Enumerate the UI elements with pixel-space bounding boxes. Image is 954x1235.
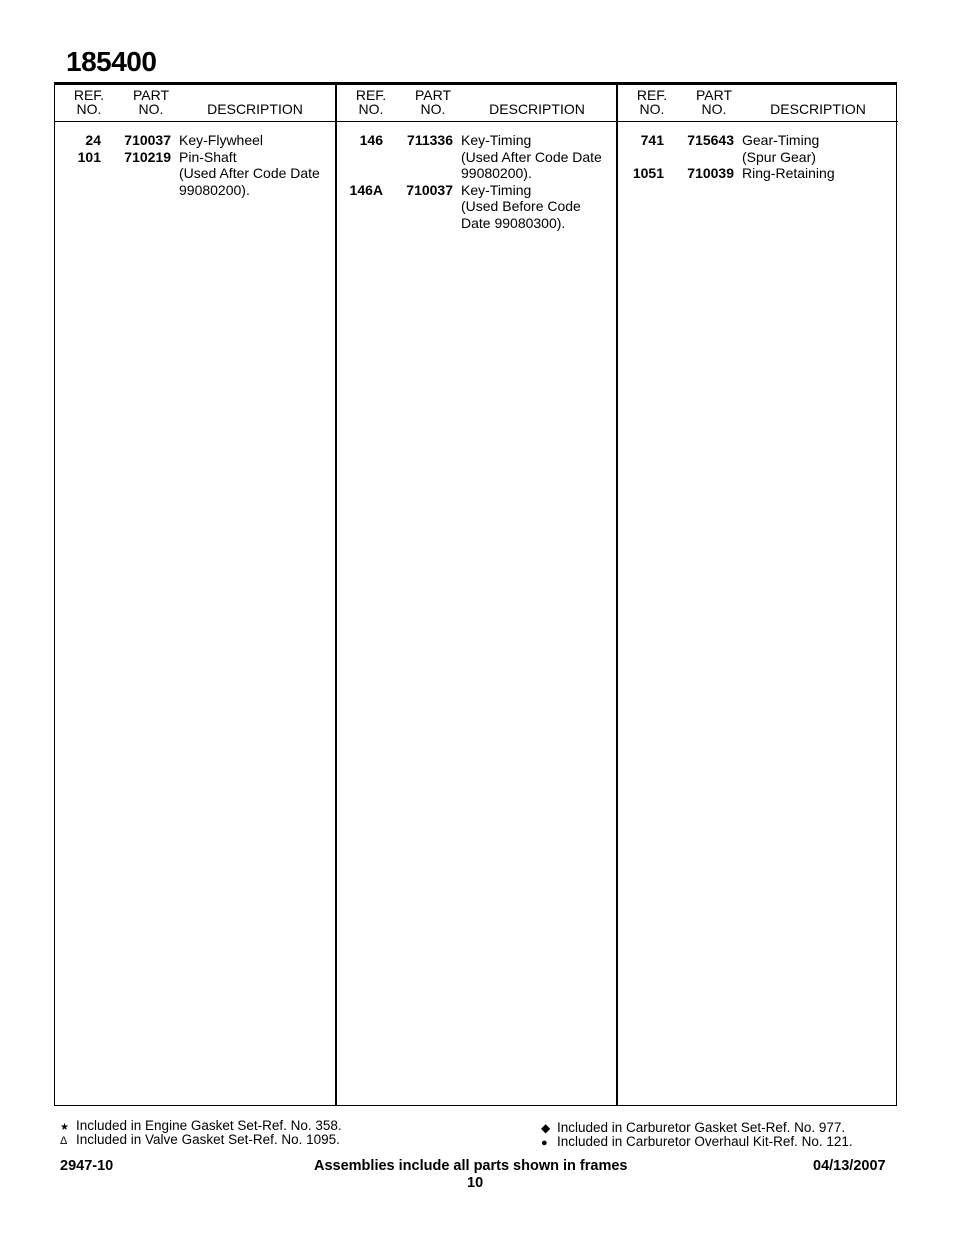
footnote-engine-gasket: ★ Included in Engine Gasket Set-Ref. No. 358.: [60, 1118, 342, 1133]
part-description: Key-Flywheel: [179, 132, 264, 148]
part-description: Key-Timing (Used Before Code Date 99080300).: [461, 181, 581, 231]
doc-number: 2947-10: [60, 1158, 114, 1174]
ref-number: 741: [640, 132, 664, 148]
part-number: 710037: [124, 132, 171, 148]
part-number: 710219: [124, 148, 171, 165]
parts-frame: [54, 82, 897, 1106]
part-no-header: PART NO.: [132, 87, 170, 117]
footnote-carburetor-gasket: ◆ Included in Carburetor Gasket Set-Ref. No. 977.: [541, 1120, 846, 1135]
ref-number: 24: [85, 132, 101, 148]
parts-column-1: [55, 85, 335, 1105]
column-header: [618, 85, 898, 122]
diamond-icon: ◆: [541, 1121, 551, 1135]
ref-no-header: REF. NO.: [636, 87, 668, 117]
ref-number: 146A: [349, 181, 383, 198]
delta-icon: Δ: [60, 1135, 68, 1147]
part-number: 715643: [687, 132, 734, 148]
column-header: [55, 85, 335, 122]
model-number: 185400: [66, 46, 157, 77]
assembly-note: Assemblies include all parts shown in frames: [314, 1158, 628, 1174]
ref-number: 101: [77, 148, 101, 165]
ref-number: 146: [359, 132, 383, 148]
part-description: Key-Timing (Used After Code Date 99080200).: [461, 132, 602, 182]
parts-column-2: [335, 85, 617, 1105]
column-header: [337, 85, 617, 122]
part-description: Gear-Timing (Spur Gear): [742, 132, 820, 165]
star-icon: ★: [60, 1122, 69, 1133]
description-header: DESCRIPTION: [207, 101, 303, 117]
bullet-icon: ●: [541, 1137, 548, 1149]
parts-column-3: [616, 85, 898, 1105]
doc-date: 04/13/2007: [813, 1158, 886, 1174]
part-number: 710037: [406, 181, 453, 198]
footnote-valve-gasket: Δ Included in Valve Gasket Set-Ref. No. 1095.: [60, 1132, 340, 1147]
ref-no-header: REF. NO.: [73, 87, 105, 117]
part-number: 710039: [687, 165, 734, 182]
part-no-header: PART NO.: [695, 87, 733, 117]
footnote-carburetor-kit: ● Included in Carburetor Overhaul Kit-Ref. No. 121.: [541, 1134, 853, 1149]
page-number: 10: [467, 1175, 484, 1191]
part-description: Pin-Shaft (Used After Code Date 99080200).: [179, 148, 320, 198]
description-header: DESCRIPTION: [489, 101, 585, 117]
part-no-header: PART NO.: [414, 87, 452, 117]
part-description: Ring-Retaining: [742, 165, 835, 182]
ref-number: 1051: [632, 165, 664, 182]
ref-no-header: REF. NO.: [355, 87, 387, 117]
description-header: DESCRIPTION: [770, 101, 866, 117]
part-number: 711336: [407, 132, 453, 148]
